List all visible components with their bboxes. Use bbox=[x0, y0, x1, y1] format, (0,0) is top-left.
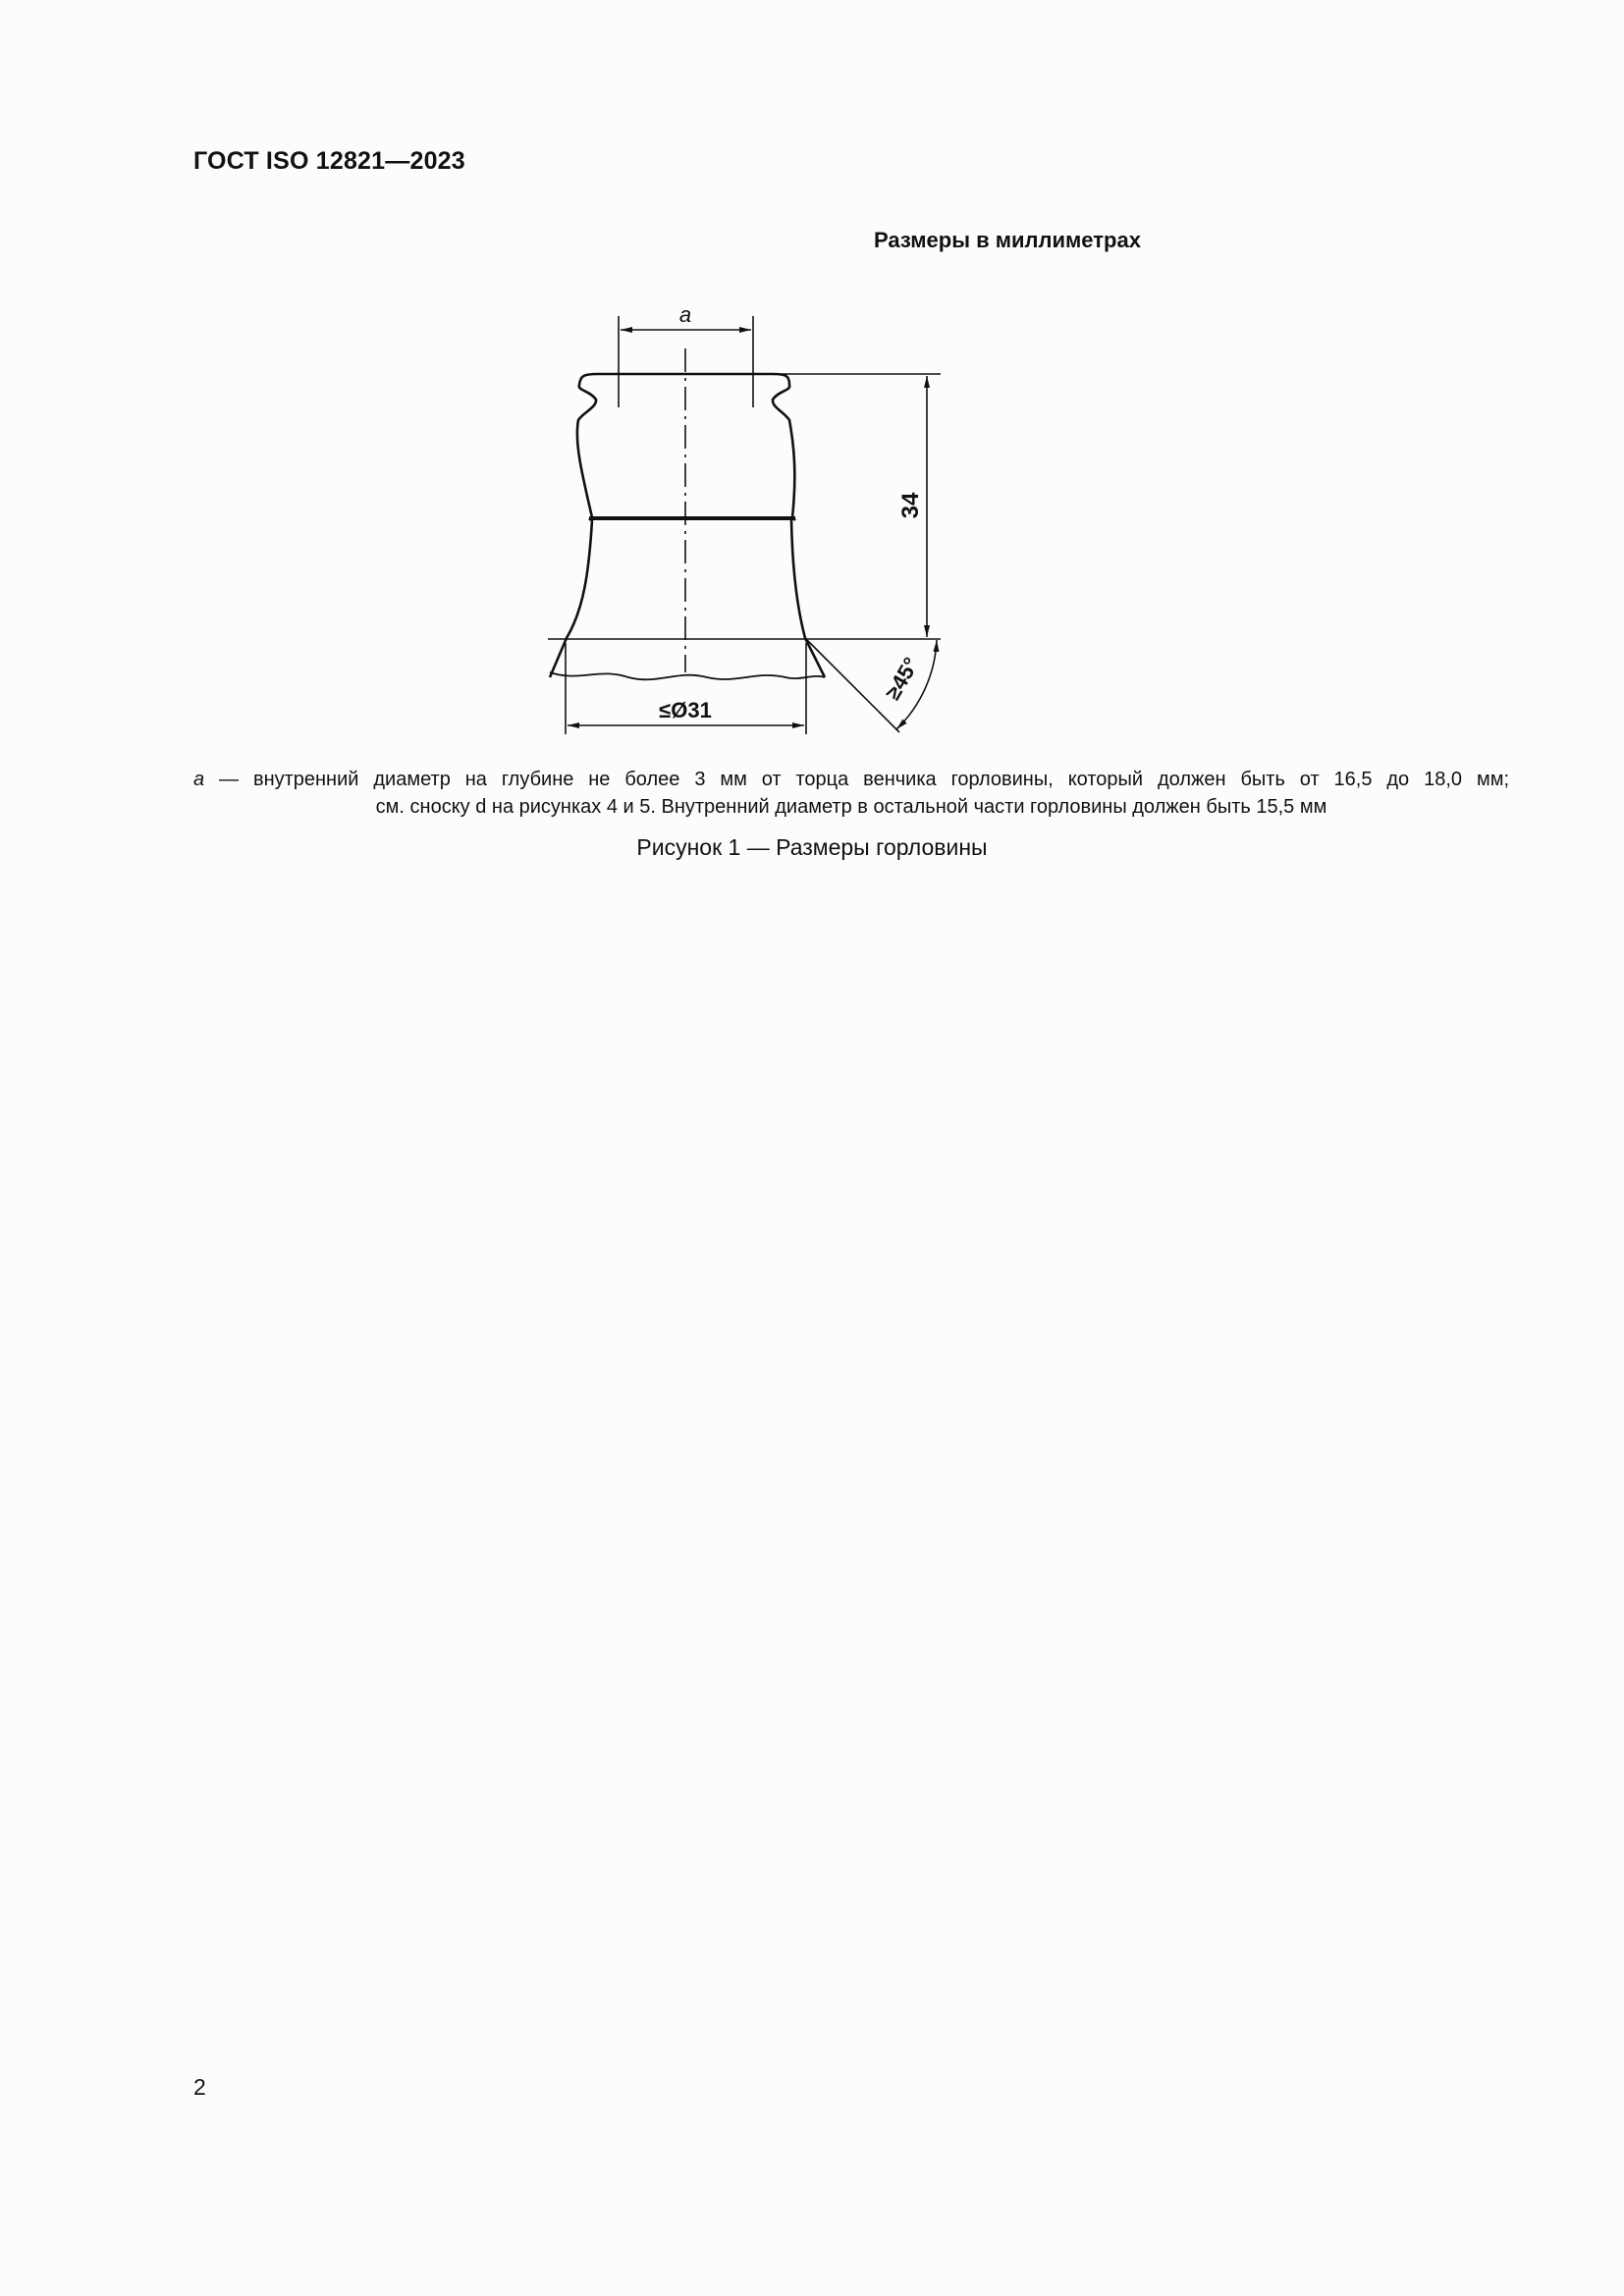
note-key: a bbox=[193, 769, 205, 790]
neck-crown-outline bbox=[577, 374, 795, 520]
label-height: 34 bbox=[897, 492, 924, 519]
page-number: 2 bbox=[193, 2074, 206, 2100]
units-note: Размеры в миллиметрах bbox=[874, 228, 1141, 252]
note-word: горловины, bbox=[950, 769, 1054, 790]
note-word: внутренний bbox=[252, 769, 359, 790]
note-word: более bbox=[624, 769, 680, 790]
neck-left-wall bbox=[550, 520, 592, 677]
note-word: мм bbox=[720, 769, 747, 790]
figure-note bbox=[193, 766, 1509, 821]
document-number: ГОСТ ISO 12821—2023 bbox=[193, 147, 465, 175]
bottle-neck-drawing bbox=[0, 0, 1624, 785]
note-word: должен bbox=[1157, 769, 1226, 790]
note-word: до bbox=[1386, 769, 1410, 790]
note-word: на bbox=[464, 769, 487, 790]
note-word: 3 bbox=[694, 769, 706, 790]
note-word: от bbox=[761, 769, 782, 790]
note-word: 18,0 bbox=[1424, 769, 1463, 790]
figure-note-line-2: см. сноску d на рисунках 4 и 5. Внутренний диаметр в остальной части горловины должен быть 15,5 мм bbox=[375, 796, 1327, 818]
figure-caption: Рисунок 1 — Размеры горловины bbox=[636, 834, 988, 860]
note-word: торца bbox=[795, 769, 849, 790]
label-a: a bbox=[678, 302, 692, 327]
note-word: который bbox=[1067, 769, 1144, 790]
label-diameter: ≤Ø31 bbox=[659, 698, 712, 722]
note-word: диаметр bbox=[373, 769, 451, 790]
note-word: 16,5 bbox=[1333, 769, 1373, 790]
note-word: не bbox=[588, 769, 611, 790]
break-line bbox=[550, 672, 825, 679]
note-word: венчика bbox=[863, 769, 937, 790]
label-angle: ≥45° bbox=[880, 653, 924, 705]
note-word: — bbox=[219, 769, 240, 790]
note-word: от bbox=[1299, 769, 1320, 790]
figure-note-line-1 bbox=[193, 766, 1509, 793]
note-word: глубине bbox=[501, 769, 574, 790]
note-word: быть bbox=[1240, 769, 1285, 790]
note-word: мм; bbox=[1476, 769, 1509, 790]
